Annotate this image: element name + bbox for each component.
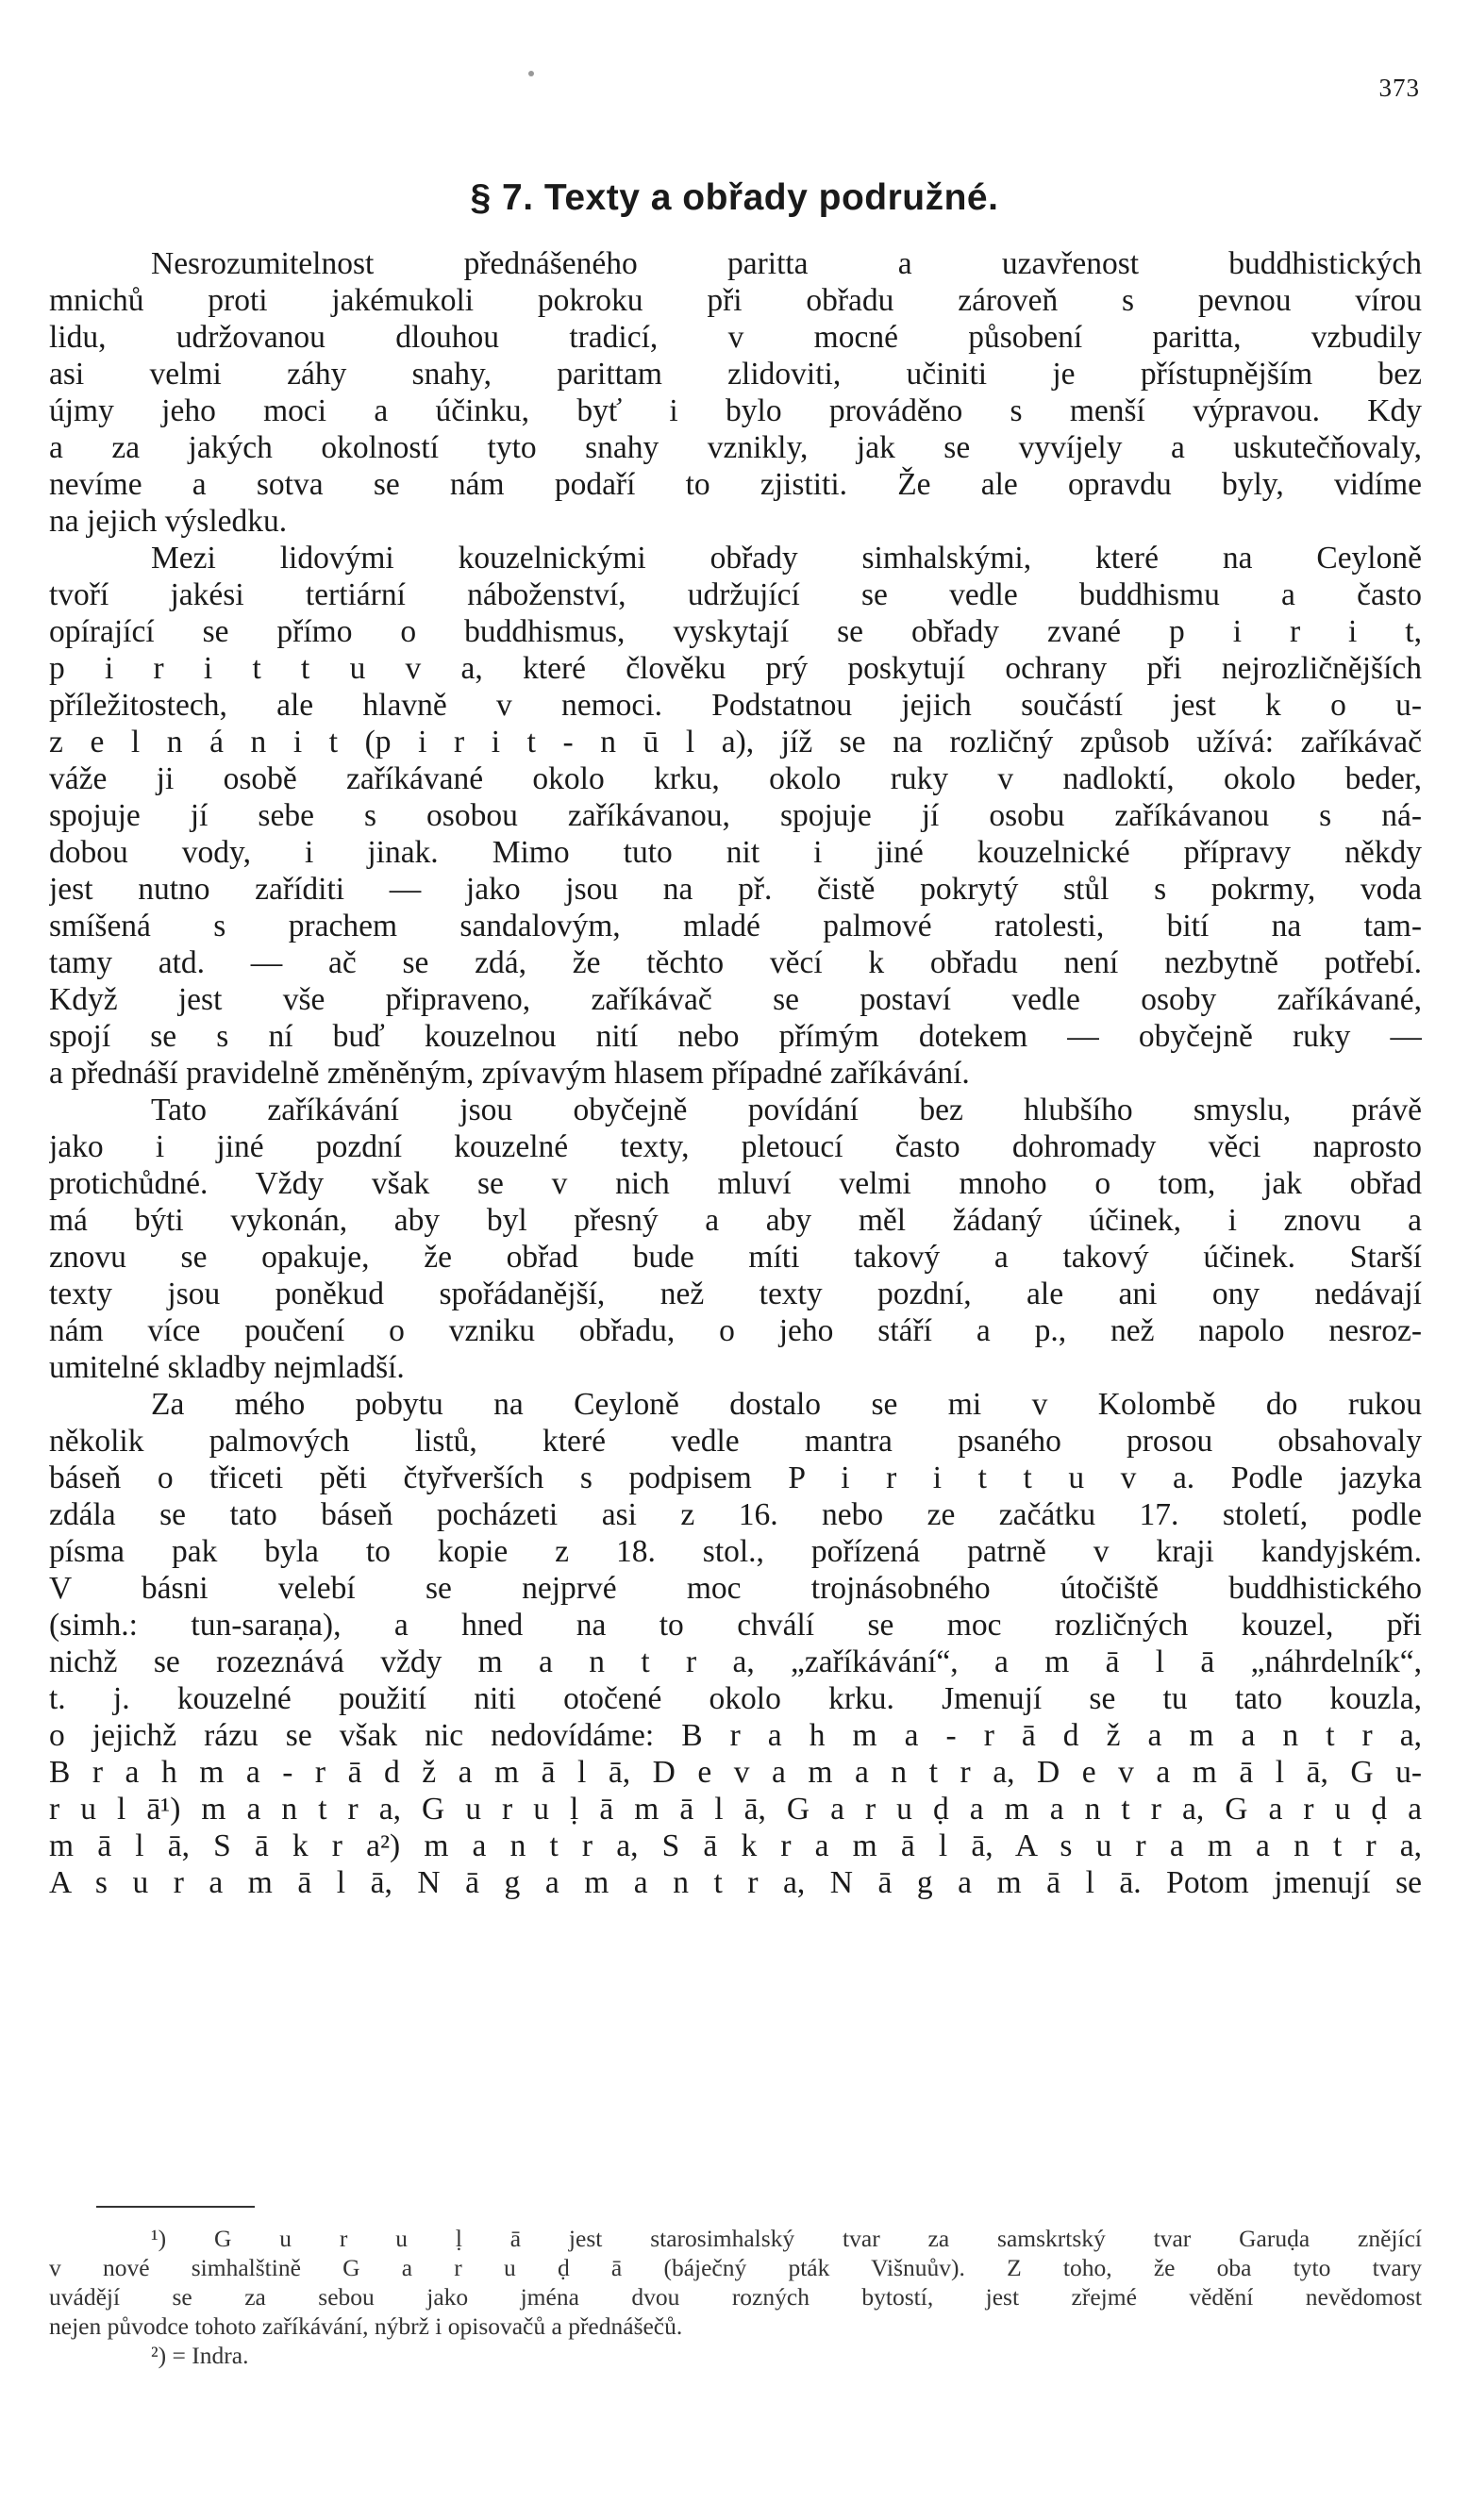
text-line: B r a h m a - r ā d ž a m ā l ā, D e v a m a n t r a, D e v a m ā l ā, G u- [49, 1755, 1422, 1790]
main-text [49, 245, 1422, 1901]
paragraph-3 [49, 1092, 1422, 1386]
footnote-divider [96, 2206, 255, 2208]
text-line: mnichů proti jakémukoli pokroku při obřadu zároveň s pevnou vírou [49, 283, 1422, 318]
text-line: Tato zaříkávání jsou obyčejně povídání bez hlubšího smyslu, právě [151, 1093, 1422, 1127]
footnote-line: uvádějí se za sebou jako jména dvou rozných bytostí, jest zřejmé vědění nevědomost [49, 2283, 1422, 2311]
text-line: tamy atd. — ač se zdá, že těchto věcí k obřadu není nezbytně potřebí. [49, 945, 1422, 980]
text-line: m ā l ā, S ā k r a²) m a n t r a, S ā k r a m ā l ā, A s u r a m a n t r a, [49, 1828, 1422, 1863]
footnote-line: ²) = Indra. [151, 2342, 249, 2369]
text-line: několik palmových listů, které vedle mantra psaného prosou obsahovaly [49, 1424, 1422, 1459]
text-line: smíšená s prachem sandalovým, mladé palmové ratolesti, bití na tam- [49, 909, 1422, 943]
text-line: písma pak byla to kopie z 18. stol., pořízená patrně v kraji kandyjském. [49, 1534, 1422, 1569]
text-line: újmy jeho moci a účinku, byť i bylo prováděno s menší výpravou. Kdy [49, 393, 1422, 428]
text-line: zdála se tato báseň pocházeti asi z 16. nebo ze začátku 17. století, podle [49, 1497, 1422, 1532]
text-line: Když jest vše připraveno, zaříkávač se postaví vedle osoby zaříkávané, [49, 982, 1422, 1017]
text-line: báseň o třiceti pěti čtyřverších s podpisem P i r i t t u v a. Podle jazyka [49, 1460, 1422, 1495]
text-line: spojí se s ní buď kouzelnou nití nebo přímým dotekem — obyčejně ruky — [49, 1019, 1422, 1054]
text-line: opírající se přímo o buddhismus, vyskytají se obřady zvané p i r i t, [49, 614, 1422, 649]
ink-speck [528, 71, 534, 76]
footnote-2 [49, 2341, 1422, 2370]
text-line: texty jsou poněkud spořádanější, než texty pozdní, ale ani ony nedávají [49, 1277, 1422, 1311]
text-line: r u l ā¹) m a n t r a, G u r u ḷ ā m ā l ā, G a r u ḍ a m a n t r a, G a r u ḍ a [49, 1792, 1422, 1827]
text-line: Nesrozumitelnost přednášeného paritta a uzavřenost buddhistických [151, 246, 1422, 281]
text-line: jest nutno zaříditi — jako jsou na př. čistě pokrytý stůl s pokrmy, voda [49, 872, 1422, 907]
text-line: umitelné skladby nejmladší. [49, 1350, 405, 1385]
text-line: znovu se opakuje, že obřad bude míti takový a takový účinek. Starší [49, 1240, 1422, 1275]
footnote-line: v nové simhalštině G a r u ḍ ā (báječný pták Višnuův). Z toho, že oba tyto tvary [49, 2254, 1422, 2281]
text-line: lidu, udržovanou dlouhou tradicí, v mocné působení paritta, vzbudily [49, 320, 1422, 355]
text-line: a přednáší pravidelně změněným, zpívavým hlasem případné zaříkávání. [49, 1056, 970, 1091]
text-line: A s u r a m ā l ā, N ā g a m a n t r a, N ā g a m ā l ā. Potom jmenují se [49, 1865, 1422, 1900]
text-line: dobou vody, i jinak. Mimo tuto nit i jiné kouzelnické přípravy někdy [49, 835, 1422, 870]
text-line: váže ji osobě zaříkávané okolo krku, okolo ruky v nadloktí, okolo beder, [49, 761, 1422, 796]
footnote-line: nejen původce tohoto zaříkávání, nýbrž i opisovačů a přednášečů. [49, 2312, 683, 2340]
text-line: Za mého pobytu na Ceyloně dostalo se mi v Kolombě do rukou [151, 1387, 1422, 1422]
text-line: p i r i t t u v a, které člověku prý poskytují ochrany při nejrozličnějších [49, 651, 1422, 686]
text-line: nevíme a sotva se nám podaří to zjistiti. Že ale opravdu byly, vidíme [49, 467, 1422, 502]
text-line: o jejichž rázu se však nic nedovídáme: B r a h m a - r ā d ž a m a n t r a, [49, 1718, 1422, 1753]
text-line: má býti vykonán, aby byl přesný a aby měl žádaný účinek, i znovu a [49, 1203, 1422, 1238]
page-number: 373 [1378, 74, 1420, 102]
text-line: z e l n á n i t (p i r i t - n ū l a), jíž se na rozličný způsob užívá: zaříkávač [49, 725, 1422, 759]
paragraph-1 [49, 245, 1422, 540]
text-line: protichůdné. Vždy však se v nich mluví velmi mnoho o tom, jak obřad [49, 1166, 1422, 1201]
text-line: spojuje jí sebe s osobou zaříkávanou, spojuje jí osobu zaříkávanou s ná- [49, 798, 1422, 833]
text-line: nichž se rozeznává vždy m a n t r a, „zaříkávání“, a m ā l ā „náhrdelník“, [49, 1644, 1422, 1679]
paragraph-4 [49, 1386, 1422, 1901]
text-line: (simh.: tun-saraṇa), a hned na to chválí se moc rozličných kouzel, při [49, 1608, 1422, 1643]
text-line: příležitostech, ale hlavně v nemoci. Podstatnou jejich součástí jest k o u- [49, 688, 1422, 723]
text-line: tvoří jakési tertiární náboženství, udržující se vedle buddhismu a často [49, 577, 1422, 612]
footnotes [49, 2224, 1422, 2370]
text-line: jako i jiné pozdní kouzelné texty, pletoucí často dohromady věci naprosto [49, 1129, 1422, 1164]
text-line: V básni velebí se nejprvé moc trojnásobného útočiště buddhistického [49, 1571, 1422, 1606]
text-line: Mezi lidovými kouzelnickými obřady simhalskými, které na Ceyloně [151, 541, 1422, 576]
text-line: a za jakých okolností tyto snahy vznikly, jak se vyvíjely a uskutečňovaly, [49, 430, 1422, 465]
section-heading: § 7. Texty a obřady podružné. [470, 177, 999, 218]
footnote-line: ¹) G u r u ḷ ā jest starosimhalský tvar za samskrtský tvar Garuḍa znějící [151, 2225, 1422, 2252]
text-line: asi velmi záhy snahy, parittam zlidoviti, učiniti je přístupnějším bez [49, 357, 1422, 392]
text-line: na jejich výsledku. [49, 504, 288, 539]
paragraph-2 [49, 540, 1422, 1092]
text-line: nám více poučení o vzniku obřadu, o jeho stáří a p., než napolo nesroz- [49, 1313, 1422, 1348]
text-line: t. j. kouzelné použití niti otočené okolo krku. Jmenují se tu tato kouzla, [49, 1681, 1422, 1716]
footnote-1 [49, 2224, 1422, 2341]
